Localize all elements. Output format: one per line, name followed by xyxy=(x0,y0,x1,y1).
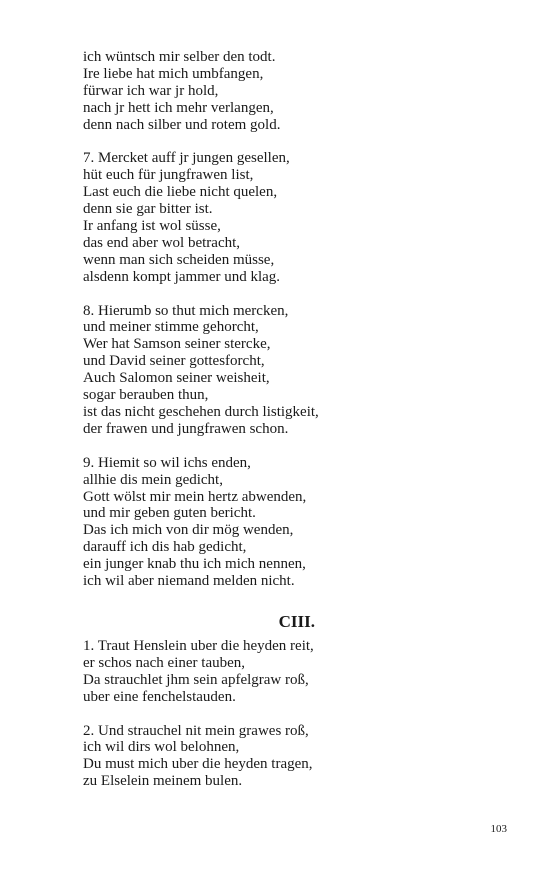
verse-line: Das ich mich von dir mög wenden, xyxy=(83,522,294,539)
verse-line: und meiner stimme gehorcht, xyxy=(83,319,259,336)
verse-line: und mir geben guten bericht. xyxy=(83,505,256,522)
verse-line: zu Elselein meinem bulen. xyxy=(83,773,243,790)
verse-line: Last euch die liebe nicht quelen, xyxy=(83,184,278,201)
verse-line: 2. Und strauchel nit mein grawes roß, xyxy=(83,722,309,739)
verse-line: darauff ich dis hab gedicht, xyxy=(83,539,247,556)
song-stanza-1 xyxy=(83,638,463,706)
verse-line: Da strauchlet jhm sein apfelgraw roß, xyxy=(83,671,309,688)
verse-line: hüt euch für jungfrawen list, xyxy=(83,167,254,184)
verse-line: denn sie gar bitter ist. xyxy=(83,201,213,218)
poem-text-upper xyxy=(83,49,463,607)
verse-line: 8. Hierumb so thut mich mercken, xyxy=(83,302,289,319)
verse-line: 9. Hiemit so wil ichs enden, xyxy=(83,454,251,471)
song-stanza-2 xyxy=(83,723,463,791)
verse-line: wenn man sich scheiden müsse, xyxy=(83,251,275,268)
verse-line: Auch Salomon seiner weisheit, xyxy=(83,370,270,387)
verse-line: ist das nicht geschehen durch listigkeit, xyxy=(83,404,319,420)
stanza-9 xyxy=(83,455,463,590)
verse-line: 1. Traut Henslein uber die heyden reit, xyxy=(83,638,314,654)
page-number: 103 xyxy=(490,823,507,835)
verse-line: Du must mich uber die heyden tragen, xyxy=(83,756,313,773)
verse-line: Ire liebe hat mich umbfangen, xyxy=(83,65,264,82)
verse-line: das end aber wol betracht, xyxy=(83,234,241,251)
verse-line: Ir anfang ist wol süsse, xyxy=(83,218,221,235)
verse-line: nach jr hett ich mehr verlangen, xyxy=(83,99,274,116)
stanza-continuation xyxy=(83,49,463,134)
verse-line: ich wil aber niemand melden nicht. xyxy=(83,573,295,590)
verse-line: fürwar ich war jr hold, xyxy=(83,82,219,99)
verse-line: er schos nach einer tauben, xyxy=(83,654,246,671)
verse-line: alsdenn kompt jammer und klag. xyxy=(83,268,281,285)
verse-line: sogar berauben thun, xyxy=(83,387,209,404)
verse-line: ich wüntsch mir selber den todt. xyxy=(83,49,276,65)
verse-line: ein junger knab thu ich mich nennen, xyxy=(83,556,306,573)
stanza-7 xyxy=(83,150,463,285)
verse-line: Gott wölst mir mein hertz abwenden, xyxy=(83,488,307,505)
verse-line: denn nach silber und rotem gold. xyxy=(83,116,281,133)
poem-text-lower xyxy=(83,638,463,807)
verse-line: 7. Mercket auff jr jungen gesellen, xyxy=(83,150,290,167)
song-heading: CIII. xyxy=(278,612,315,631)
verse-line: Wer hat Samson seiner stercke, xyxy=(83,336,271,353)
verse-line: allhie dis mein gedicht, xyxy=(83,471,223,488)
stanza-8 xyxy=(83,303,463,438)
verse-line: der frawen und jungfrawen schon. xyxy=(83,420,289,437)
verse-line: ich wil dirs wol belohnen, xyxy=(83,739,240,756)
verse-line: uber eine fenchelstauden. xyxy=(83,688,236,705)
verse-line: und David seiner gottesforcht, xyxy=(83,353,265,370)
